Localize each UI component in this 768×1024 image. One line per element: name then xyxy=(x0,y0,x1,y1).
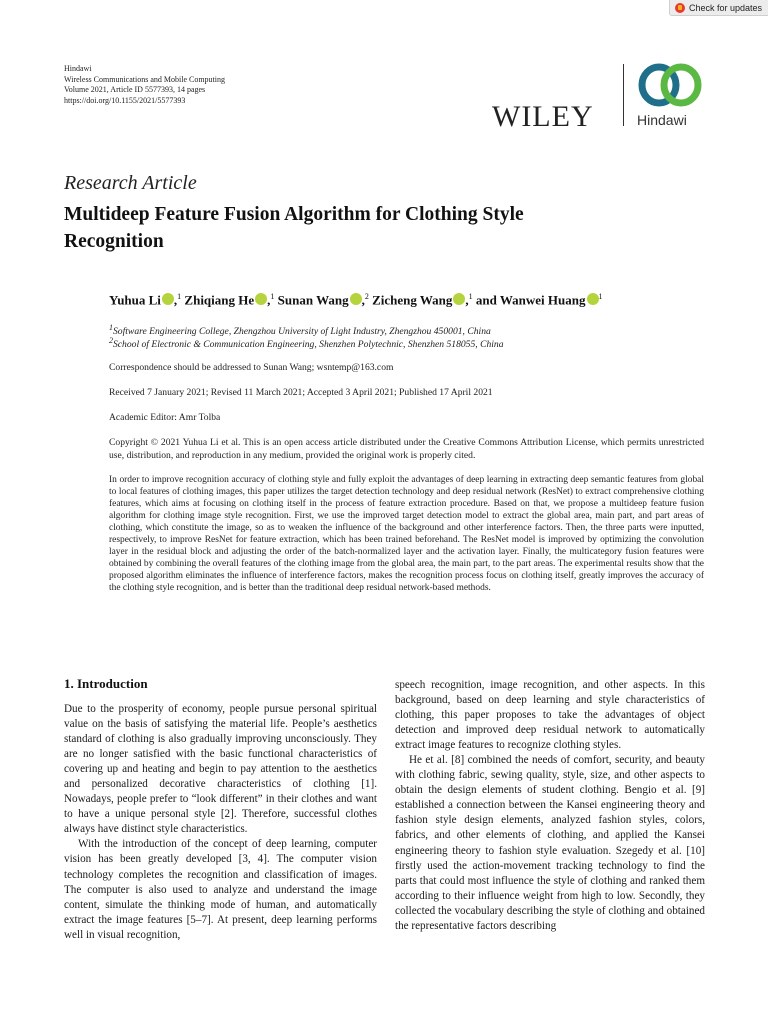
affiliation-mark: 1 xyxy=(109,323,113,332)
paper-title: Multideep Feature Fusion Algorithm for Clothing Style Recognition xyxy=(64,204,524,252)
affiliation-text: School of Electronic & Communication Engineering, Shenzhen Polytechnic, Shenzhen 518055, China xyxy=(113,339,504,351)
wiley-logo: WILEY xyxy=(492,100,594,133)
check-for-updates-label: Check for updates xyxy=(689,2,763,13)
hindawi-logo-icon xyxy=(637,62,703,108)
copyright-notice: Copyright © 2021 Yuhua Li et al. This is an open access article distributed under the Creative Commons Attribution License, which permits unrestricted use, distribution, and reproduction in any medium, provided the original work is properly cited. xyxy=(109,437,704,461)
author-name: Yuhua Li xyxy=(109,292,161,308)
author-name: Wanwei Huang xyxy=(499,292,586,308)
author-name: Zicheng Wang xyxy=(372,292,453,308)
academic-editor: Academic Editor: Amr Tolba xyxy=(109,412,221,423)
author-conjunction: and xyxy=(475,292,497,308)
paragraph: He et al. [8] combined the needs of comfort, security, and beauty with clothing fabric, sewing quality, style, size, and other aspects to obtain the design elements of student clothing. Bengio et al. [9] established a connection between the Kansei engineering theory and fashion style design elements, analyzed fashion styles, colors, fabrics, and other elements of clothing, and applied the Kansei engineering theory to fashion style evaluation. Szegedy et al. [10] firstly used the action-movement tracking technology to find the parts that could most influence the style of clothing and ranked them according to their influence weight from high to low. Secondly, they collected the vocabulary describing the style of clothing and obtained the representative factors describing xyxy=(395,754,705,932)
journal-name: Wireless Communications and Mobile Computing xyxy=(64,74,225,84)
orcid-icon[interactable] xyxy=(162,293,174,305)
publisher-name: Hindawi xyxy=(64,64,92,73)
orcid-icon[interactable] xyxy=(255,293,267,305)
body-column-right xyxy=(395,678,705,934)
publication-dates: Received 7 January 2021; Revised 11 March 2021; Accepted 3 April 2021; Published 17 April 2021 xyxy=(109,387,493,398)
article-type: Research Article xyxy=(64,172,197,194)
crossmark-icon xyxy=(675,3,685,13)
journal-info xyxy=(64,64,225,106)
author-list: Yuhua Li ,$^1$ Zhiqiang He ,$^1$ Sunan Wang ,$^2$ Zicheng Wang ,$^1$ and Wanwei Huang $^1$ xyxy=(109,292,603,308)
author-affiliation-mark: 1 xyxy=(177,292,182,301)
orcid-icon[interactable] xyxy=(350,293,362,305)
affiliation-text: Software Engineering College, Zhengzhou University of Light Industry, Zhengzhou 450001, China xyxy=(113,326,491,338)
author-name: Zhiqiang He xyxy=(184,292,255,308)
author-affiliation-mark: 2 xyxy=(364,292,369,301)
check-for-updates-button[interactable] xyxy=(669,0,768,16)
paragraph: With the introduction of the concept of deep learning, computer vision has been greatly developed [3, 4]. The computer vision technology completes the recognition and classification of images. The computer is also used to analyze and understand the image content, simulate the thinking mode of human, and automatically extract the image features [5–7]. At present, deep learning performs well in visual recognition, xyxy=(64,838,377,941)
volume-info: Volume 2021, Article ID 5577393, 14 pages xyxy=(64,85,206,94)
body-column-left xyxy=(64,702,377,943)
orcid-icon[interactable] xyxy=(587,293,599,305)
author-affiliation-mark: 1 xyxy=(598,292,603,301)
paragraph: speech recognition, image recognition, and other aspects. In this background, based on deep learning and style characteristics of clothing, this paper proposes to take the advantages of object detection and improved deep residual network to automatically extract image features to recognize clothing styles. xyxy=(395,679,705,752)
affiliation xyxy=(109,335,504,352)
doi-link[interactable]: https://doi.org/10.1155/2021/5577393 xyxy=(64,95,186,105)
orcid-icon[interactable] xyxy=(453,293,465,305)
author-name: Sunan Wang xyxy=(277,292,349,308)
paragraph: Due to the prosperity of economy, people pursue personal spiritual value on the basis of satisfying the material life. People’s aesthetics standard of clothing is also gradually improving unconsciously. They are no longer satisfied with the basic functional characteristics of covering up and heating and begin to pay attention to the aesthetics and personalized decorative characteristics of clothing [1]. Nowadays, people prefer to “look different” in their clothes and want to have a unique personal style [2]. Therefore, successful clothes always have distinct style characteristics. xyxy=(64,703,377,836)
author-affiliation-mark: 1 xyxy=(468,292,473,301)
author-affiliation-mark: 1 xyxy=(270,292,275,301)
abstract: In order to improve recognition accuracy of clothing style and fully exploit the advantages of deep learning in extracting deep semantic features from global to local features of clothing images, this paper utilizes the target detection technology and deep residual network (ResNet) to extract comprehensive clothing features, which aims at focusing on clothing itself in the process of feature extraction procedure. Based on that, we propose a multideep feature fusion algorithm for clothing image style recognition. First, we use the improved target detection model to extract the global area, main part, and part areas of clothing, which constitute the image, so as to weaken the influence of the background and other interference factors. Then, the three parts were inputted, respectively, to improve ResNet for feature extraction, which has been trained beforehand. The ResNet model is improved by optimizing the convolution layer in the residual block and adjusting the order of the batch-normalized layer and the activation layer. Finally, the multicategory fusion features were obtained by combining the overall features of the clothing image from the global area, the main part, to the part areas. The experimental results show that the proposed algorithm eliminates the influence of interference factors, makes the recognition process focus on clothing itself, greatly improves the accuracy of the clothing style recognition, and is better than the traditional deep residual network-based methods. xyxy=(109,475,704,593)
hindawi-logo-text: Hindawi xyxy=(637,112,687,128)
affiliation-mark: 2 xyxy=(109,336,113,345)
correspondence-note: Correspondence should be addressed to Sunan Wang; wsntemp@163.com xyxy=(109,362,394,373)
section-heading: 1. Introduction xyxy=(64,676,148,691)
logo-divider xyxy=(623,64,624,126)
